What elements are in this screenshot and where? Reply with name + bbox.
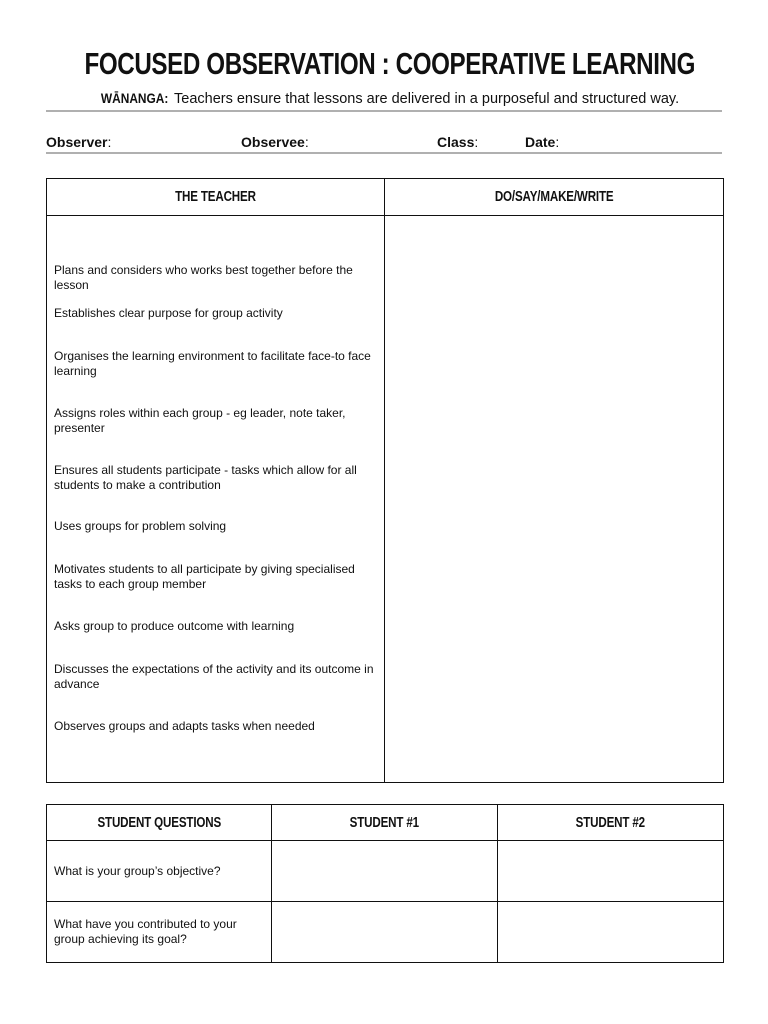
criteria-item: Observes groups and adapts tasks when needed [54, 719, 315, 733]
student-1-answer-cell[interactable] [272, 841, 498, 902]
table-row [47, 902, 724, 963]
student-2-answer-cell[interactable] [498, 902, 724, 963]
class-label: Class [437, 134, 475, 150]
class-field[interactable]: Class: [437, 134, 479, 150]
criteria-item: Assigns roles within each group - eg leader, note taker, presenter [54, 406, 346, 435]
question-cell [47, 902, 272, 963]
criteria-item: Plans and considers who works best together before the lesson [54, 263, 353, 292]
fields-divider [46, 152, 722, 154]
student-2-header: STUDENT #2 [498, 805, 724, 841]
observer-field[interactable]: Observer: [46, 134, 112, 150]
observation-notes-cell[interactable] [385, 216, 724, 783]
subtitle-label: WĀNANGA: [100, 90, 169, 106]
subtitle [0, 90, 768, 107]
criteria-item: Ensures all students participate - tasks which allow for all students to make a contribution [54, 463, 357, 492]
student-1-header: STUDENT #1 [272, 805, 498, 841]
criteria-item: Discusses the expectations of the activity and its outcome in advance [54, 662, 374, 691]
criteria-item: Uses groups for problem solving [54, 519, 227, 533]
criteria-item: Establishes clear purpose for group activity [54, 306, 283, 320]
student-2-answer-cell[interactable] [498, 841, 724, 902]
table-row [47, 841, 724, 902]
question-text: What have you contributed to your group achieving its goal? [54, 917, 237, 946]
question-cell [47, 841, 272, 902]
criteria-item: Asks group to produce outcome with learning [54, 619, 295, 633]
observer-label: Observer [46, 134, 108, 150]
criteria-item: Motivates students to all participate by giving specialised tasks to each group member [54, 562, 355, 591]
teacher-table [46, 178, 724, 783]
date-field[interactable]: Date: [525, 134, 560, 150]
observee-field[interactable]: Observee: [241, 134, 309, 150]
student-questions-header: STUDENT QUESTIONS [47, 805, 272, 841]
top-divider [46, 110, 722, 112]
subtitle-text: Teachers ensure that lessons are delivered in a purposeful and structured way. [174, 91, 680, 107]
teacher-criteria-list [47, 216, 384, 782]
question-text: What is your group’s objective? [54, 863, 221, 878]
date-label: Date [525, 134, 556, 150]
page-title: FOCUSED OBSERVATION : COOPERATIVE LEARNING [84, 46, 696, 81]
criteria-item: Organises the learning environment to facilitate face-to face learning [54, 349, 371, 378]
observee-label: Observee [241, 134, 305, 150]
teacher-criteria-cell [47, 216, 385, 783]
teacher-column-header: THE TEACHER [47, 179, 385, 216]
do-say-make-write-column-header: DO/SAY/MAKE/WRITE [385, 179, 724, 216]
student-1-answer-cell[interactable] [272, 902, 498, 963]
student-questions-table [46, 804, 724, 963]
